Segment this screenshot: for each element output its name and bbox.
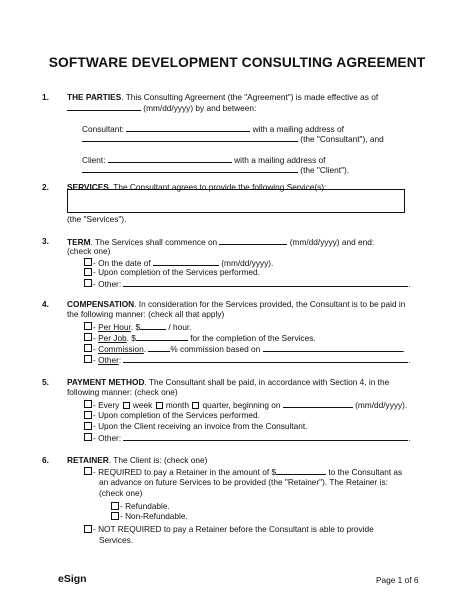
consultant-address-field[interactable]: [82, 133, 298, 142]
section-5-line-2: following manner: (check one): [67, 387, 178, 397]
client-line: Client: with a mailing address of: [82, 155, 326, 165]
section-2-heading: SERVICES: [67, 182, 109, 192]
pay-start-date-field[interactable]: [283, 399, 353, 408]
comp-option-commission: - Commission. % commission based on .: [93, 344, 405, 354]
pay-invoice-checkbox[interactable]: [84, 422, 92, 430]
retainer-required-checkbox[interactable]: [84, 467, 92, 475]
retainer-required-line-3: (check one): [99, 488, 143, 498]
retainer-not-required-line-2: Services.: [99, 535, 134, 545]
consultant-name-field[interactable]: [126, 123, 250, 132]
per-job-checkbox[interactable]: [84, 333, 92, 341]
services-label: (the "Services").: [67, 214, 127, 224]
comp-other-field[interactable]: [123, 354, 408, 363]
term-other-checkbox[interactable]: [84, 279, 92, 287]
term-completion-checkbox[interactable]: [84, 268, 92, 276]
section-6-number: 6.: [42, 455, 49, 465]
section-6-heading: RETAINER: [67, 455, 109, 465]
section-1-line-2: (mm/dd/yyyy) by and between:: [67, 102, 256, 113]
retainer-not-required-line-1: - NOT REQUIRED to pay a Retainer before the Consultant is able to provide: [93, 524, 374, 534]
page-number: Page 1 of 6: [376, 575, 419, 585]
quarter-checkbox[interactable]: [192, 402, 199, 409]
section-4-line-2: the following manner: (check all that apply): [67, 309, 225, 319]
section-3-heading: TERM: [67, 237, 91, 247]
pay-option-every: - Every week month quarter, beginning on (mm/dd/yyyy).: [93, 400, 408, 410]
client-address-field[interactable]: [82, 164, 298, 173]
comp-option-job: - Per Job. $ for the completion of the Services.: [93, 333, 316, 343]
section-1-line-1: THE PARTIES. This Consulting Agreement (the "Agreement") is made effective as of: [67, 92, 379, 102]
hourly-rate-field[interactable]: [140, 321, 166, 330]
pay-every-checkbox[interactable]: [84, 400, 92, 408]
commission-percent-field[interactable]: [148, 343, 170, 352]
retainer-required-line-2: an advance on future Services to be provided (the "Retainer"). The Retainer is:: [99, 477, 388, 487]
refundable-label: - Refundable.: [120, 501, 170, 511]
consultant-address-line: (the "Consultant"), and: [82, 133, 384, 144]
client-name-field[interactable]: [108, 154, 232, 163]
term-option-completion: - Upon completion of the Services performed.: [93, 267, 260, 277]
term-end-date-field[interactable]: [153, 257, 219, 266]
per-hour-checkbox[interactable]: [84, 322, 92, 330]
term-option-date: - On the date of (mm/dd/yyyy).: [93, 258, 274, 268]
section-3-line-2: (check one): [67, 246, 111, 256]
pay-other-field[interactable]: [123, 432, 408, 441]
consultant-line: Consultant: with a mailing address of: [82, 124, 344, 134]
commission-checkbox[interactable]: [84, 344, 92, 352]
esign-logo: eSign: [58, 573, 87, 585]
retainer-required-line-1: - REQUIRED to pay a Retainer in the amount of $ to the Consultant as: [93, 467, 403, 477]
section-4-heading: COMPENSATION: [67, 299, 135, 309]
retainer-not-required-checkbox[interactable]: [84, 525, 92, 533]
week-checkbox[interactable]: [123, 402, 130, 409]
term-option-other: - Other: .: [93, 279, 411, 289]
client-address-line: (the "Client").: [82, 164, 349, 175]
non-refundable-label: - Non-Refundable.: [120, 511, 188, 521]
services-textbox[interactable]: [67, 189, 405, 213]
term-start-date-field[interactable]: [219, 236, 287, 245]
pay-option-completion: - Upon completion of the Services performed.: [93, 410, 260, 420]
retainer-amount-field[interactable]: [276, 466, 326, 475]
pay-completion-checkbox[interactable]: [84, 411, 92, 419]
pay-other-checkbox[interactable]: [84, 433, 92, 441]
document-title: SOFTWARE DEVELOPMENT CONSULTING AGREEMENT: [48, 55, 426, 70]
commission-basis-field[interactable]: [263, 343, 403, 352]
section-1-heading: THE PARTIES: [67, 92, 122, 102]
non-refundable-checkbox[interactable]: [111, 512, 119, 520]
section-1-number: 1.: [42, 92, 49, 102]
term-date-checkbox[interactable]: [84, 258, 92, 266]
term-other-field[interactable]: [123, 278, 408, 287]
job-amount-field[interactable]: [136, 332, 188, 341]
section-4-line-1: COMPENSATION. In consideration for the Services provided, the Consultant is to be paid in: [67, 299, 406, 309]
section-2-number: 2.: [42, 182, 49, 192]
section-6-line-1: RETAINER. The Client is: (check one): [67, 455, 208, 465]
comp-option-hour: - Per Hour. $ / hour.: [93, 322, 192, 332]
section-5-heading: PAYMENT METHOD: [67, 377, 145, 387]
section-5-line-1: PAYMENT METHOD. The Consultant shall be paid, in accordance with Section 4, in the: [67, 377, 390, 387]
comp-option-other: - Other: .: [93, 355, 411, 365]
refundable-checkbox[interactable]: [111, 502, 119, 510]
month-checkbox[interactable]: [156, 402, 163, 409]
pay-option-invoice: - Upon the Client receiving an invoice from the Consultant.: [93, 421, 308, 431]
comp-other-checkbox[interactable]: [84, 355, 92, 363]
section-3-number: 3.: [42, 236, 49, 246]
effective-date-field[interactable]: [67, 102, 141, 111]
section-2-line-1: SERVICES. The Consultant agrees to provide the following Service(s):: [67, 182, 327, 192]
section-3-line-1: TERM. The Services shall commence on (mm/dd/yyyy) and end:: [67, 237, 375, 247]
section-5-number: 5.: [42, 377, 49, 387]
pay-option-other: - Other: .: [93, 433, 411, 443]
section-4-number: 4.: [42, 299, 49, 309]
